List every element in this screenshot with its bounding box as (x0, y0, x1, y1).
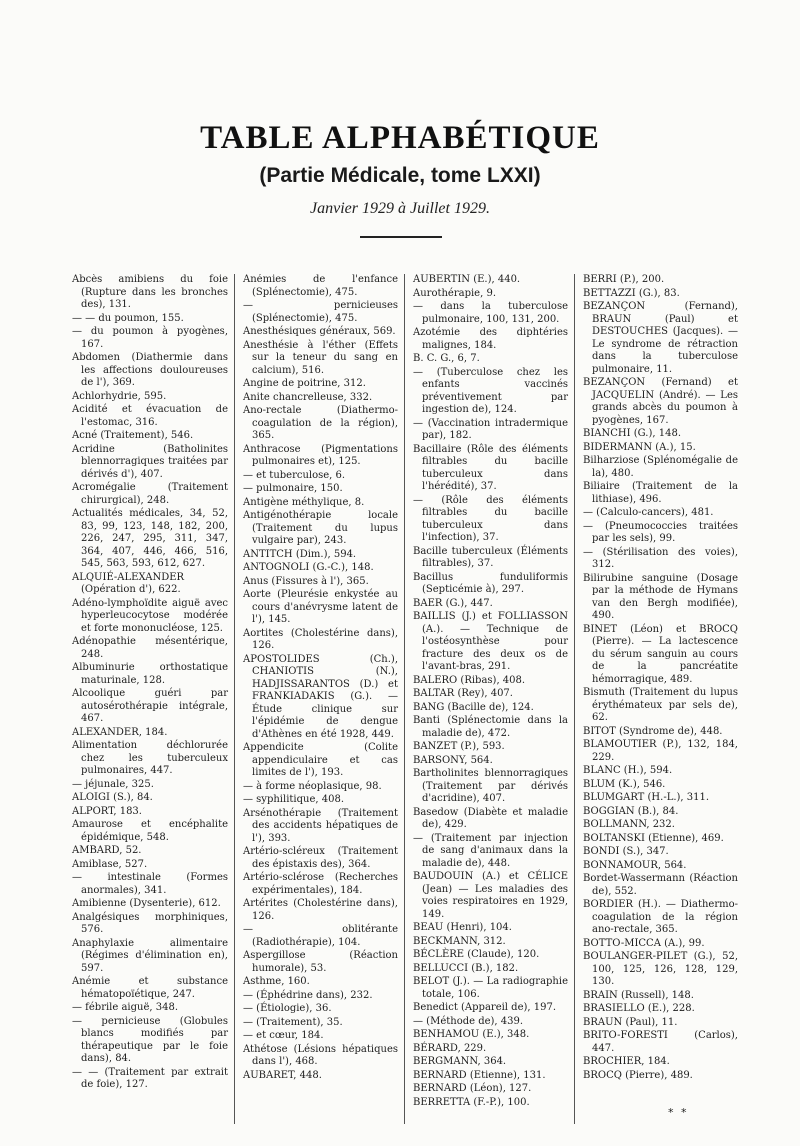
index-entry: Albuminurie orthostatique maturinale, 128. (72, 662, 228, 686)
index-entry: — (Tuberculose chez les enfants vaccinés préventivement par ingestion de), 124. (413, 366, 568, 415)
index-entry: ALEXANDER, 184. (72, 726, 168, 738)
index-entry: Acidité et évacuation de l'estomac, 316. (72, 404, 228, 428)
index-entry: BORDIER (H.). — Diathermo-coagulation de la région ano-rectale, 365. (583, 899, 738, 935)
index-entry: BLUMGART (H.-L.), 311. (583, 792, 710, 803)
index-entry: BONNAMOUR, 564. (583, 859, 687, 871)
index-entry: BOULANGER-PILET (G.), 52, 100, 125, 126, 128, 129, 130. (583, 951, 738, 987)
index-entry: BECKMANN, 312. (413, 935, 506, 947)
index-entry: BRAUN (Paul), 11. (583, 1016, 678, 1028)
index-entry: BRAIN (Russell), 148. (583, 989, 694, 1001)
date-range: Janvier 1929 à Juillet 1929. (310, 200, 490, 217)
index-entry: Analgésiques morphiniques, 576. (72, 911, 228, 935)
index-entry: Artérites (Cholestérine dans), 126. (243, 898, 398, 922)
index-entry: BALERO (Ribas), 408. (413, 674, 526, 686)
index-entry: ALQUIÉ-ALEXANDER (Opération d'), 622. (72, 571, 185, 595)
index-entry: BERNARD (Léon), 127. (413, 1083, 532, 1094)
index-entry: ALOIGI (S.), 84. (72, 792, 153, 803)
index-entry: BELOT (J.). — La radiographie totale, 106. (413, 976, 568, 1000)
index-entry: Amiblase, 527. (72, 858, 148, 870)
index-entry: BEZANÇON (Fernand) et JACQUELIN (André). — Les grands abcès du poumon à pyogènes, 167. (583, 377, 738, 426)
index-entry: — (Étiologie), 36. (243, 1003, 332, 1014)
index-entry: BROCHIER, 184. (583, 1056, 670, 1067)
index-entry: — jéjunale, 325. (72, 778, 154, 790)
index-entry: — oblitérante (Radiothérapie), 104. (243, 924, 398, 948)
index-entry: BÉCLÈRE (Claude), 120. (413, 949, 540, 960)
index-entry: ANTOGNOLI (G.-C.), 148. (243, 562, 374, 573)
index-entry: Benedict (Appareil de), 197. (413, 1002, 557, 1013)
index-entry: BERRETTA (F.-P.), 100. (413, 1096, 530, 1108)
index-entry: Adénopathie mésentérique, 248. (72, 636, 228, 660)
index-entry: Azotémie des diphtéries malignes, 184. (413, 327, 568, 351)
index-entry: — syphilitique, 408. (243, 794, 344, 805)
page-subtitle: (Partie Médicale, tome LXXI) (259, 164, 541, 187)
index-entry: BERNARD (Etienne), 131. (413, 1069, 546, 1081)
index-entry: BARSONY, 564. (413, 754, 493, 766)
index-entry: BIDERMANN (A.), 15. (583, 441, 696, 453)
index-entry: — (Stérilisation des voies), 312. (583, 546, 738, 570)
index-entry: Antigénothérapie locale (Traitement du lupus vulgaire par), 243. (243, 510, 398, 546)
index-entry: Anite chancrelleuse, 332. (243, 391, 373, 403)
index-entry: Adéno-lymphoïdite aiguë avec hyperleucocytose modérée et forte mononucléose, 125. (72, 597, 228, 634)
index-column-1 (64, 274, 234, 1124)
index-entry: BELLUCCI (B.), 182. (413, 962, 519, 974)
index-entry: BROCQ (Pierre), 489. (583, 1069, 693, 1081)
index-entry: — du poumon à pyogènes, 167. (72, 326, 228, 350)
index-entry: Aspergillose (Réaction humorale), 53. (243, 950, 398, 974)
index-entry: Bacillaire (Rôle des éléments filtrables du bacille tuberculeux dans l'hérédité), 37. (413, 443, 568, 492)
index-entry: Angine de poitrine, 312. (243, 378, 366, 389)
index-entry: Abdomen (Diathermie dans les affections douloureuses de l'), 369. (72, 352, 228, 388)
index-entry: BAUDOUIN (A.) et CÉLICE (Jean) — Les maladies des voies respiratoires en 1929, 149. (413, 871, 568, 920)
index-entry: Aortites (Cholestérine dans), 126. (243, 627, 398, 651)
index-entry: — pernicieuse (Globules blancs modifiés par thérapeutique par le foie dans), 84. (72, 1015, 228, 1064)
index-entry: — fébrile aiguë, 348. (72, 1002, 179, 1013)
index-entry: Bartholinites blennorragiques (Traitement par dérivés d'acridine), 407. (413, 768, 568, 804)
index-entry: AUBERTIN (E.), 440. (413, 274, 521, 285)
index-entry: — et tuberculose, 6. (243, 469, 346, 481)
index-entry: BERRI (P.), 200. (583, 274, 665, 285)
index-entry: Aorte (Pleurésie enkystée au cours d'anévrysme latent de l'), 145. (243, 589, 398, 625)
index-entry: — et cœur, 184. (243, 1030, 324, 1041)
index-entry: — pulmonaire, 150. (243, 483, 343, 494)
index-entry: Appendicite (Colite appendiculaire et cas limites de l'), 193. (243, 742, 398, 778)
index-entry: BAILLIS (J.) et FOLLIASSON (A.). — Technique de l'ostéosynthèse pour fracture des deux os de l'avant-bras, 291. (413, 611, 568, 672)
index-entry: BOGGIAN (B.), 84. (583, 805, 679, 817)
index-entry: BITOT (Syndrome de), 448. (583, 725, 723, 737)
index-entry: — intestinale (Formes anormales), 341. (72, 872, 228, 896)
index-entry: — — (Traitement par extrait de foie), 127. (72, 1066, 228, 1090)
index-entry: Achlorhydrie, 595. (72, 390, 167, 402)
index-entry: ANTITCH (Dim.), 594. (243, 548, 357, 560)
index-entry: Anaphylaxie alimentaire (Régimes d'élimination en), 597. (72, 937, 228, 974)
index-entry: Banti (Splénectomie dans la maladie de), 472. (413, 715, 568, 739)
index-entry: Alimentation déchlorurée chez les tuberculeux pulmonaires, 447. (72, 740, 228, 776)
index-entry: Bacille tuberculeux (Éléments filtrables), 37. (413, 545, 568, 569)
index-entry: BANG (Bacille de), 124. (413, 701, 534, 713)
index-entry: Acné (Traitement), 546. (72, 430, 194, 441)
index-entry: BLANC (H.), 594. (583, 765, 673, 776)
index-entry: BOLLMANN, 232. (583, 819, 675, 830)
index-entry: — (Calculo-cancers), 481. (583, 507, 714, 518)
index-entry: Anesthésiques généraux, 569. (243, 326, 396, 337)
index-entry: Anus (Fissures à l'), 365. (243, 575, 369, 587)
index-entry: BIANCHI (G.), 148. (583, 428, 682, 439)
index-entry: Bacillus funduliformis (Septicémie à), 297. (413, 571, 568, 595)
index-entry: Acromégalie (Traitement chirurgical), 248. (72, 482, 228, 506)
index-entry: Biliaire (Traitement de la lithiase), 496. (583, 481, 738, 505)
index-entry: Alcoolique guéri par autosérothérapie intégrale, 467. (72, 688, 228, 724)
index-entry: Bilirubine sanguine (Dosage par la méthode de Hymans van den Bergh modifiée), 490. (583, 572, 738, 621)
index-entry: — (Traitement par injection de sang d'animaux dans la maladie de), 448. (413, 832, 568, 869)
index-entry: BERGMANN, 364. (413, 1056, 507, 1067)
index-entry: Basedow (Diabète et maladie de), 429. (413, 806, 568, 830)
index-entry: BRITO-FORESTI (Carlos), 447. (583, 1030, 738, 1054)
index-entry: BEZANÇON (Fernand), BRAUN (Paul) et DESTOUCHES (Jacques). — Le syndrome de rétraction dans la tuberculose pulmonaire, 11. (583, 301, 738, 375)
title-divider (360, 236, 442, 238)
index-entry: — (Traitement), 35. (243, 1016, 343, 1028)
index-entry: Bismuth (Traitement du lupus érythémateux par sels de), 62. (583, 687, 738, 723)
index-entry: — (Méthode de), 439. (413, 1015, 524, 1027)
index-entry: Arsénothérapie (Traitement des accidents hépatiques de l'), 393. (243, 807, 398, 844)
index-entry: AMBARD, 52. (72, 845, 142, 856)
index-columns (64, 274, 744, 1124)
index-entry: — (Éphédrine dans), 232. (243, 989, 373, 1001)
index-entry: Athétose (Lésions hépatiques dans l'), 468. (243, 1043, 398, 1067)
index-entry: AUBARET, 448. (243, 1069, 322, 1081)
index-entry: — (Rôle des éléments filtrables du bacille tuberculeux dans l'infection), 37. (413, 494, 568, 543)
index-entry: — dans la tuberculose pulmonaire, 100, 131, 200. (413, 301, 568, 325)
index-entry: BALTAR (Rey), 407. (413, 688, 513, 699)
index-entry: BANZET (P.), 593. (413, 741, 505, 752)
index-entry: APOSTOLIDES (Ch.), CHANIOTIS (N.), HADJISSARANTOS (D.) et FRANKIADAKIS (G.). — Étude clinique sur l'épidémie de dengue d'Athènes en été 1928, 449. (243, 653, 398, 740)
index-entry: BONDI (S.), 347. (583, 846, 669, 857)
index-entry: — — du poumon, 155. (72, 312, 184, 324)
index-entry: Asthme, 160. (243, 976, 310, 987)
index-column-2 (234, 274, 404, 1124)
index-entry: BAER (G.), 447. (413, 597, 493, 609)
footer-asterisks: * * (668, 1106, 689, 1119)
index-entry: — à forme néoplasique, 98. (243, 780, 382, 792)
index-entry: B. C. G., 6, 7. (413, 353, 480, 364)
index-entry: Artério-scléreux (Traitement des épistaxis des), 364. (243, 846, 398, 870)
index-entry: BENHAMOU (E.), 348. (413, 1029, 530, 1040)
index-entry: BOLTANSKI (Etienne), 469. (583, 832, 724, 844)
index-entry: — (Vaccination intradermique par), 182. (413, 417, 568, 441)
index-entry: Anthracose (Pigmentations pulmonaires et), 125. (243, 443, 398, 467)
index-entry: BLUM (K.), 546. (583, 778, 666, 790)
index-entry: BEAU (Henri), 104. (413, 922, 512, 933)
index-entry: BINET (Léon) et BROCQ (Pierre). — La lactescence du sérum sanguin au cours de la pancréatite hémorragique, 489. (583, 623, 738, 685)
index-entry: BOTTO-MICCA (A.), 99. (583, 937, 705, 949)
index-entry: Antigène méthylique, 8. (243, 496, 365, 508)
index-entry: Bilharziose (Splénomégalie de la), 480. (583, 455, 738, 479)
index-entry: Acridine (Batholinites blennorragiques traitées par dérivés d'), 407. (72, 443, 228, 480)
index-entry: Anémies de l'enfance (Splénectomie), 475. (243, 274, 398, 298)
index-entry: BLAMOUTIER (P.), 132, 184, 229. (583, 739, 738, 763)
index-entry: Artério-sclérose (Recherches expérimentales), 184. (243, 872, 398, 896)
index-entry: ALPORT, 183. (72, 805, 142, 817)
index-entry: Amibienne (Dysenterie), 612. (72, 898, 221, 909)
index-entry: Actualités médicales, 34, 52, 83, 99, 123, 148, 182, 200, 226, 247, 295, 311, 347, 364, 407, 446, 466, 516, 545, 563, 593, 612, 627. (72, 508, 228, 569)
index-entry: Abcès amibiens du foie (Rupture dans les bronches des), 131. (72, 274, 228, 310)
index-column-3 (404, 274, 574, 1124)
index-entry: BÉRARD, 229. (413, 1042, 487, 1054)
index-entry: — (Pneumococcies traitées par les sels), 99. (583, 520, 738, 544)
index-entry: Anémie et substance hématopoïétique, 247. (72, 976, 228, 1000)
index-entry: — pernicieuses (Splénectomie), 475. (243, 300, 398, 324)
index-entry: Anesthésie à l'éther (Effets sur la teneur du sang en calcium), 516. (243, 339, 398, 376)
page-title: TABLE ALPHABÉTIQUE (200, 120, 600, 156)
index-column-4 (574, 274, 744, 1124)
index-entry: Bordet-Wassermann (Réaction de), 552. (583, 873, 738, 897)
index-entry: BRASIELLO (E.), 228. (583, 1003, 695, 1014)
index-entry: Ano-rectale (Diathermo-coagulation de la région), 365. (243, 405, 398, 441)
index-entry: Aurothérapie, 9. (413, 287, 496, 299)
index-entry: Amaurose et encéphalite épidémique, 548. (72, 819, 228, 843)
index-entry: BETTAZZI (G.), 83. (583, 287, 680, 299)
